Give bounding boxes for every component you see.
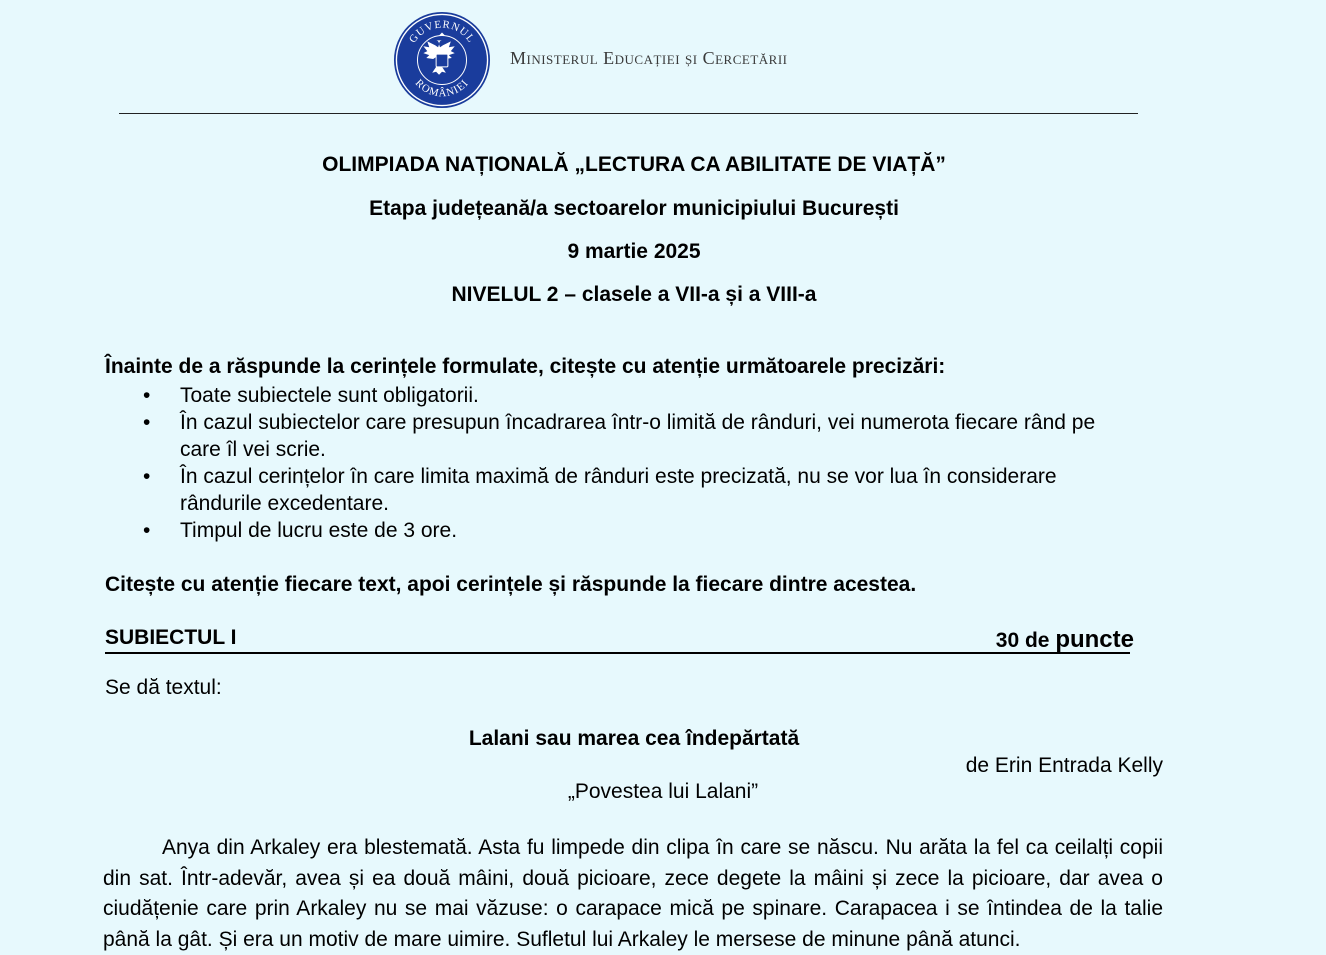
points-word: puncte: [1055, 626, 1134, 653]
excerpt-paragraph: Anya din Arkaley era blestemată. Asta fu limpede din clipa în care se născu. Nu arăta la fel ca ceilalți copii din sat. Într-adevăr, avea și ea două mâini, două picioare, zece degete la mâini și zece la picioare, dar avea o ciudățenie care prin Arkaley nu se mai văzuse: o carapace mică pe spinare. Carapacea i se întindea de la talie până la gât. Și era un motiv de mare uimire. Sufletul lui Arkaley le mersese de minune până atunci.: [103, 836, 1163, 951]
instruction-text: Toate subiectele sunt obligatorii.: [180, 384, 479, 407]
instructions-intro: Înainte de a răspunde la cerințele formulate, citește cu atenție următoarele precizări:: [105, 355, 946, 378]
ministry-name: Ministerul Educației și Cercetării: [510, 48, 788, 68]
points-prefix: 30 de: [995, 629, 1050, 652]
reading-instruction: Citește cu atenție fiecare text, apoi cerințele și răspunde la fiecare dintre acestea.: [105, 573, 917, 596]
excerpt-author: de Erin Entrada Kelly: [965, 754, 1163, 777]
bullet-icon: •: [143, 519, 151, 542]
instructions-list: [140, 382, 1140, 544]
list-item: [140, 409, 1140, 463]
subject-label: SUBIECTUL I: [105, 626, 237, 649]
subject-points: [996, 626, 1134, 654]
exam-date: 9 martie 2025: [567, 240, 701, 263]
instruction-text: În cazul cerințelor în care limita maximă de rânduri este precizată, nu se vor lua în considerare rândurile excedentare.: [180, 465, 1057, 515]
bullet-icon: •: [143, 411, 151, 434]
seal-text-bottom: ROMÂNIEI: [412, 77, 472, 100]
bullet-icon: •: [143, 465, 151, 488]
list-item: [140, 382, 1140, 409]
instruction-text: Timpul de lucru este de 3 ore.: [180, 519, 458, 542]
level-subtitle: NIVELUL 2 – clasele a VII-a și a VIII-a: [451, 283, 817, 306]
subject-intro: Se dă textul:: [105, 676, 222, 699]
excerpt-title: Lalani sau marea cea îndepărtată: [468, 727, 800, 750]
list-item: [140, 463, 1140, 517]
stage-subtitle: Etapa județeană/a sectoarelor municipiului București: [369, 197, 899, 220]
document-header: [0, 0, 1241, 116]
olympiad-title: OLIMPIADA NAȚIONALĂ „LECTURA CA ABILITATE DE VIAȚĂ”: [322, 153, 946, 176]
subject-heading: [105, 626, 1134, 654]
bullet-icon: •: [143, 384, 151, 407]
header-divider: [119, 113, 1138, 114]
list-item: [140, 517, 1140, 544]
seal-text-top: GUVERNUL: [406, 18, 478, 46]
instruction-text: În cazul subiectelor care presupun încadrarea într-o limită de rânduri, vei numerota fiecare rând pe care îl vei scrie.: [180, 411, 1096, 461]
excerpt-chapter: „Povestea lui Lalani”: [567, 780, 759, 803]
government-seal-icon: [393, 11, 491, 109]
